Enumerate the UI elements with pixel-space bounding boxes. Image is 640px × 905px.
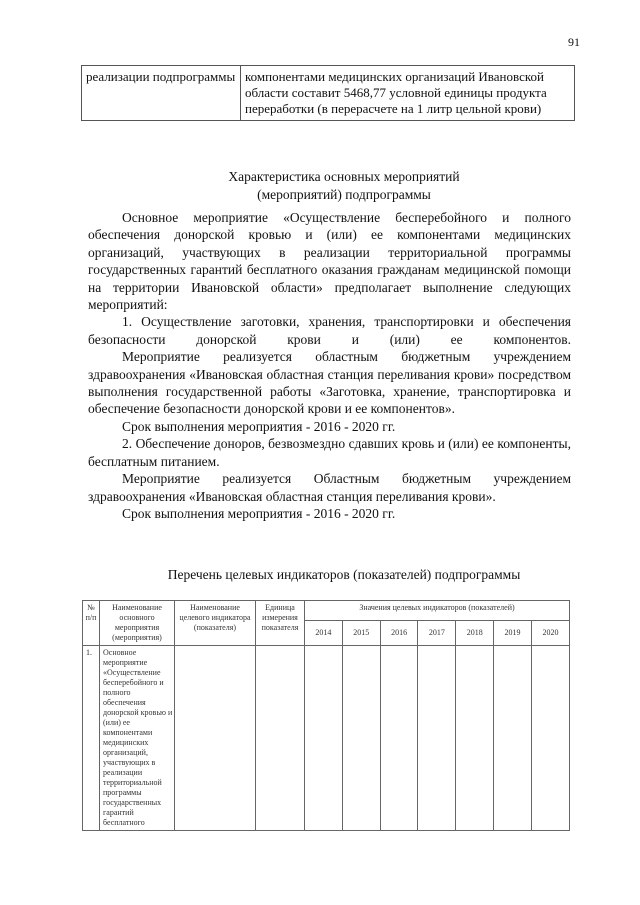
body-text xyxy=(88,209,571,522)
empty-cell xyxy=(494,646,532,831)
empty-cell xyxy=(175,646,256,831)
indicator-table xyxy=(82,600,570,831)
row-num: 1. xyxy=(83,646,100,831)
paragraph: Основное мероприятие «Осуществление бесперебойного и полного обеспечения донорской кровью и (или) ее компонентами медицинских организаций, участвующих в реализации территориальной программы государственных гарантий бесплатного оказания гражданам медицинской помощи на территории Ивановской области» предполагает выполнение следующих мероприятий: xyxy=(88,210,571,313)
empty-cell xyxy=(342,646,380,831)
year-header: 2020 xyxy=(531,621,569,646)
row-activity: Основное мероприятие «Осуществление бесперебойного и полного обеспечения донорской кровью и (или) ее компонентами медицинских организаций, участвующих в реализации территориальной программы государственных гарантий бесплатного xyxy=(100,646,175,831)
paragraph: Срок выполнения мероприятия - 2016 - 2020 гг. xyxy=(122,505,396,521)
header-unit: Единица измерения показателя xyxy=(256,601,305,646)
empty-cell xyxy=(305,646,343,831)
empty-cell xyxy=(256,646,305,831)
activities-heading xyxy=(150,168,538,204)
passport-value-cell: компонентами медицинских организаций Ивановской области составит 5468,77 условной единицы продукта переработки (в перерасчете на 1 литр цельной крови) xyxy=(241,66,575,121)
year-header: 2018 xyxy=(456,621,494,646)
year-header: 2014 xyxy=(305,621,343,646)
header-indicator: Наименование целевого индикатора (показателя) xyxy=(175,601,256,646)
year-header: 2015 xyxy=(342,621,380,646)
header-activity: Наименование основного мероприятия (мероприятия) xyxy=(100,601,175,646)
paragraph: 1. Осуществление заготовки, хранения, транспортировки и обеспечения безопасности донорской крови и (или) ее компонентов. xyxy=(88,314,571,347)
empty-cell xyxy=(456,646,494,831)
year-header: 2019 xyxy=(494,621,532,646)
empty-cell xyxy=(418,646,456,831)
indicators-heading: Перечень целевых индикаторов (показателей) подпрограммы xyxy=(167,567,521,582)
header-values-group: Значения целевых индикаторов (показателей) xyxy=(305,601,570,621)
paragraph: Мероприятие реализуется Областным бюджетным учреждением здравоохранения «Ивановская областная станция переливания крови». xyxy=(88,471,571,504)
activities-heading-line2: (мероприятий) подпрограммы xyxy=(257,187,431,202)
paragraph: 2. Обеспечение доноров, безвозмездно сдавших кровь и (или) ее компоненты, бесплатным питанием. xyxy=(88,436,571,469)
header-num: № п/п xyxy=(83,601,100,646)
paragraph: Срок выполнения мероприятия - 2016 - 2020 гг. xyxy=(122,418,396,434)
year-header: 2017 xyxy=(418,621,456,646)
empty-cell xyxy=(380,646,418,831)
subprogram-passport-table xyxy=(81,65,575,121)
activities-heading-line1: Характеристика основных мероприятий xyxy=(228,169,460,184)
year-header: 2016 xyxy=(380,621,418,646)
passport-label-cell: реализации подпрограммы xyxy=(82,66,241,121)
page-number: 91 xyxy=(568,35,580,49)
table-row xyxy=(83,646,570,831)
paragraph: Мероприятие реализуется областным бюджетным учреждением здравоохранения «Ивановская областная станция переливания крови» посредством выполнения государственной работы «Заготовка, хранение, транспортировка и обеспечение безопасности донорской крови и ее компонентов». xyxy=(88,349,571,417)
empty-cell xyxy=(531,646,569,831)
